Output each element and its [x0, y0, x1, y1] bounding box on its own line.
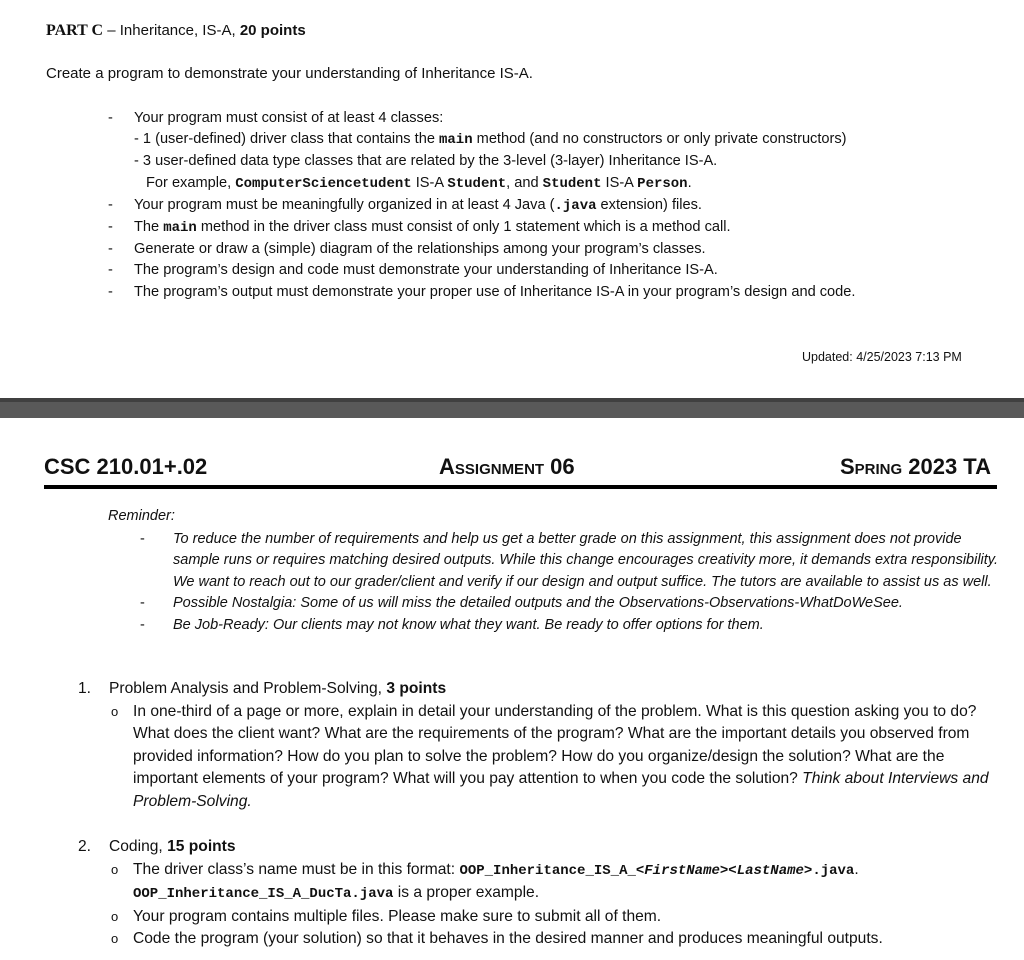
question-1: 1. Problem Analysis and Problem-Solving, 3 points o In one-third of a page or more, explain in detail your understanding of the problem. What is this question asking you to do? What does the client want? What are the requirements of the program? What are the important details you observed from provided information? How do you plan to solve the problem? How do you organize/design the solution? What are the important elements of your program? What will you pay attention to when you code the solution? Think about Interviews and Problem-Solving. [78, 678, 1008, 814]
sub-item: - 3 user-defined data type classes that are related by the 3-level (3-layer) Inheritance IS-A. [134, 153, 718, 170]
updated-timestamp: Updated: 4/25/2023 7:13 PM [802, 350, 962, 364]
list-item: - Generate or draw a (simple) diagram of the relationships among your program’s classes. [108, 241, 706, 258]
part-c-heading: PART C – Inheritance, IS-A, 20 points [46, 22, 306, 39]
part-c-intro: Create a program to demonstrate your understanding of Inheritance IS-A. [46, 65, 533, 82]
page-assignment [0, 418, 1024, 960]
sub-item-example: For example, ComputerSciencetudent IS-A Student, and Student IS-A Person. [146, 174, 692, 192]
list-item: - The program’s design and code must demonstrate your understanding of Inheritance IS-A. [108, 262, 718, 279]
question-title: Problem Analysis and Problem-Solving, 3 points [109, 680, 447, 697]
list-item: - Your program must consist of at least 4 classes: [108, 110, 444, 126]
list-item: - The main method in the driver class must consist of only 1 statement which is a method call. [108, 219, 731, 237]
page-separator-edge [0, 398, 1024, 402]
term-label: Spring 2023 TA [839, 454, 991, 479]
reminder-list [140, 529, 1000, 636]
sub-item: - 1 (user-defined) driver class that contains the main method (and no constructors or only private constructors) [134, 131, 847, 149]
list-item: - Your program must be meaningfully organized in at least 4 Java (.java extension) files. [108, 196, 702, 214]
header-rule [44, 485, 997, 489]
list-item: - Be Job-Ready: Our clients may not know what they want. Be ready to offer options for them. [140, 616, 764, 633]
assignment-title: Assignment 06 [439, 454, 575, 479]
question-2: 2. Coding, 15 points o The driver class’s name must be in this format: OOP_Inheritance_IS_A_<FirstName><LastName>.java. OOP_Inheritance_IS_A_DucTa.java is a proper example. o Your program contains multiple files. Please make sure to submit all of them. o Code the program (your solution) so that it behaves in the desired manner and produces meaningful outputs. [78, 836, 1008, 951]
requirements-list [108, 108, 1008, 303]
list-item: - To reduce the number of requirements and help us get a better grade on this assignment, this assignment does not provide sample runs or requires matching desired outputs. While this change encourages creativity more, it demands extra responsibility. We want to reach out to our grader/client and verify if our design and output suffice. The tutors are available to assist us as well. [140, 531, 999, 590]
question-title: Coding, 15 points [109, 838, 236, 855]
course-code: CSC 210.01+.02 [44, 454, 208, 479]
page-part-c [0, 0, 1024, 398]
list-item: o The driver class’s name must be in this format: OOP_Inheritance_IS_A_<FirstName><LastName>.java. OOP_Inheritance_IS_A_DucTa.java is a proper example. [111, 860, 859, 903]
list-item: - Possible Nostalgia: Some of us will miss the detailed outputs and the Observations-Observations-WhatDoWeSee. [140, 595, 903, 612]
list-item: o Your program contains multiple files. Please make sure to submit all of them. [111, 907, 662, 925]
list-item: o In one-third of a page or more, explain in detail your understanding of the problem. What is this question asking you to do? What does the client want? What are the requirements of the program? What are the important details you observed from provided information? How do you plan to solve the problem? How do you organize/design the solution? What are the important elements of your program? What will you pay attention to when you code the solution? Think about Interviews and Problem-Solving. [111, 702, 989, 810]
list-item: - The program’s output must demonstrate your proper use of Inheritance IS-A in your program’s design and code. [108, 283, 856, 300]
reminder-label: Reminder: [108, 508, 175, 524]
page-header [44, 454, 997, 486]
list-item: o Code the program (your solution) so that it behaves in the desired manner and produces meaningful outputs. [111, 930, 883, 948]
